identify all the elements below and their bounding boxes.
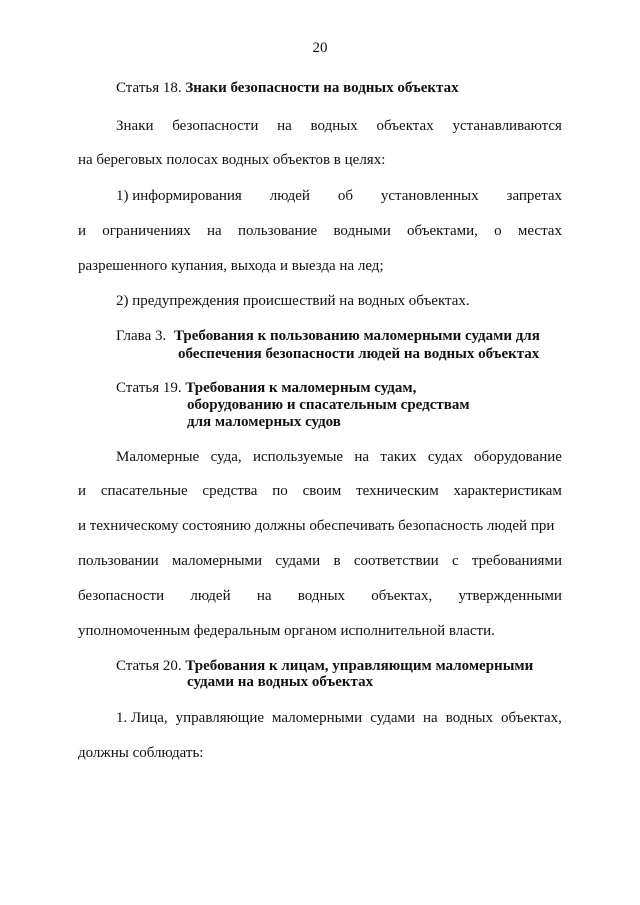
word: пользование bbox=[237, 223, 318, 239]
word: об bbox=[337, 188, 353, 204]
article-18-para1-line2: на береговых полосах водных объектов в целях: bbox=[78, 152, 386, 168]
article-19-line2 bbox=[78, 482, 562, 500]
word: людей bbox=[269, 188, 310, 204]
article-18-title: Знаки безопасности на водных объектах bbox=[185, 80, 459, 96]
word: суда, bbox=[210, 449, 242, 465]
word: о bbox=[494, 223, 502, 239]
word: объектами, bbox=[406, 223, 478, 239]
word: соответствии bbox=[353, 553, 439, 569]
article-20-title-line2: судами на водных объектах bbox=[187, 674, 374, 690]
word: на bbox=[256, 588, 272, 604]
chapter-3-heading bbox=[116, 327, 540, 345]
word: судами bbox=[370, 710, 416, 726]
word: с bbox=[451, 553, 459, 569]
word: судами bbox=[275, 553, 321, 569]
article-19-line6: уполномоченным федеральным органом исполнительной власти. bbox=[78, 623, 495, 639]
word: объектах, bbox=[501, 710, 562, 726]
word: на bbox=[354, 449, 370, 465]
word: объектах, bbox=[371, 588, 433, 604]
word: характеристикам bbox=[453, 483, 562, 499]
article-19-title-line2: оборудованию и спасательным средствам bbox=[187, 397, 470, 413]
chapter-3-title-line2: обеспечения безопасности людей на водных объектах bbox=[178, 346, 540, 362]
article-18-item1-line2 bbox=[78, 222, 562, 240]
word: безопасности bbox=[78, 588, 165, 604]
word: водными bbox=[333, 223, 391, 239]
article-20-title-line1: Требования к лицам, управляющим маломерными bbox=[185, 658, 534, 674]
word: установленных bbox=[380, 188, 479, 204]
word: своим bbox=[302, 483, 342, 499]
article-18-prefix: Статья 18. bbox=[116, 80, 182, 96]
word: на bbox=[277, 118, 292, 134]
word: в bbox=[333, 553, 341, 569]
word: маломерными bbox=[272, 710, 363, 726]
word: маломерными bbox=[171, 553, 263, 569]
word: утвержденными bbox=[458, 588, 562, 604]
word: водных bbox=[445, 710, 494, 726]
word: водных bbox=[310, 118, 358, 134]
article-20-prefix: Статья 20. bbox=[116, 658, 182, 674]
word: пользовании bbox=[78, 553, 159, 569]
word: водных bbox=[297, 588, 346, 604]
word: на bbox=[207, 223, 222, 239]
word: ограничениях bbox=[102, 223, 191, 239]
article-18-item1-line3: разрешенного купания, выхода и выезда на лед; bbox=[78, 258, 384, 274]
word: 1) информирования bbox=[116, 188, 242, 204]
word: по bbox=[272, 483, 288, 499]
article-18-heading bbox=[116, 79, 459, 97]
chapter-3-title-line1: Требования к пользованию маломерными судами для bbox=[173, 328, 540, 344]
article-19-heading bbox=[116, 379, 416, 397]
chapter-3-prefix: Глава 3. bbox=[116, 328, 167, 344]
word: и bbox=[78, 223, 87, 239]
word: устанавливаются bbox=[452, 118, 562, 134]
word: техническим bbox=[356, 483, 439, 499]
article-19-line4 bbox=[78, 552, 562, 570]
article-18-para1-line1 bbox=[116, 117, 562, 135]
word: управляющие bbox=[175, 710, 265, 726]
word: безопасности bbox=[172, 118, 259, 134]
word: объектах bbox=[376, 118, 434, 134]
article-19-title-line1: Требования к маломерным судам, bbox=[185, 380, 417, 396]
article-19-title-line3: для маломерных судов bbox=[187, 414, 341, 430]
word: и bbox=[78, 483, 87, 499]
article-18-item2: 2) предупреждения происшествий на водных объектах. bbox=[116, 293, 470, 309]
word: судах bbox=[427, 449, 463, 465]
word: требованиями bbox=[471, 553, 562, 569]
word: местах bbox=[517, 223, 562, 239]
word: Маломерные bbox=[116, 449, 200, 465]
word: оборудование bbox=[474, 449, 562, 465]
word: средства bbox=[202, 483, 258, 499]
word: 1. Лица, bbox=[116, 710, 168, 726]
word: Знаки bbox=[116, 118, 154, 134]
word: запретах bbox=[506, 188, 562, 204]
word: людей bbox=[190, 588, 231, 604]
word: используемые bbox=[252, 449, 344, 465]
article-19-line1 bbox=[116, 448, 562, 466]
article-18-item1-line1 bbox=[116, 187, 562, 205]
article-19-line3: и техническому состоянию должны обеспечивать безопасность людей при bbox=[78, 518, 555, 534]
word: спасательные bbox=[100, 483, 188, 499]
word: на bbox=[423, 710, 438, 726]
article-20-line1 bbox=[116, 709, 562, 727]
article-19-prefix: Статья 19. bbox=[116, 380, 182, 396]
word: таких bbox=[380, 449, 417, 465]
page-number: 20 bbox=[312, 40, 328, 56]
article-19-line5 bbox=[78, 587, 562, 605]
article-20-line2: должны соблюдать: bbox=[78, 745, 204, 761]
